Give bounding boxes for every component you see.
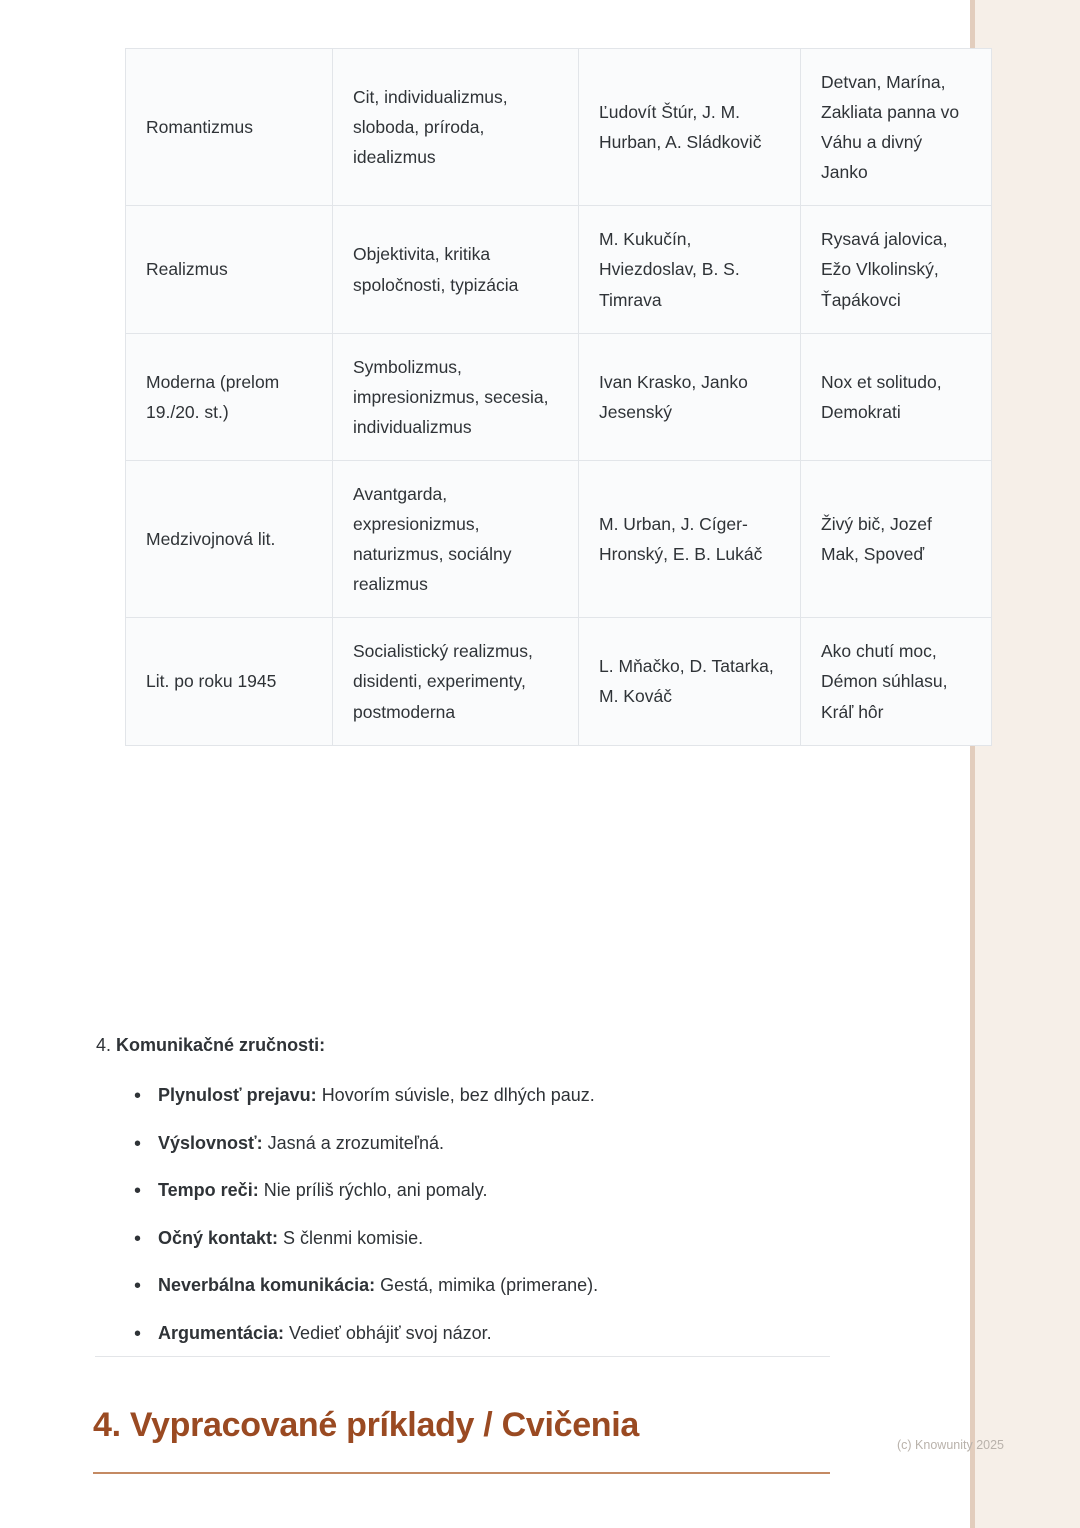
bullet-label: Neverbálna komunikácia: <box>158 1275 376 1295</box>
bullet-text: Gestá, mimika (primerane). <box>380 1275 599 1295</box>
bullet-text: S členmi komisie. <box>283 1227 424 1248</box>
bullet-label: Výslovnosť: <box>158 1132 263 1153</box>
literature-periods-table <box>125 48 992 746</box>
bullet-label: Tempo reči: <box>158 1180 259 1200</box>
literature-periods-table-wrapper <box>125 48 960 746</box>
list-item <box>122 1225 882 1252</box>
bullet-label: Očný kontakt: <box>158 1227 279 1248</box>
page-title: 4. Vypracované príklady / Cvičenia <box>93 1406 640 1444</box>
cell-authors: M. Kukučín, Hviezdoslav, B. S. Timrava <box>579 206 801 333</box>
cell-features: Symbolizmus, impresionizmus, secesia, individualizmus <box>333 333 579 460</box>
table-row <box>126 206 992 333</box>
cell-authors: M. Urban, J. Cíger-Hronský, E. B. Lukáč <box>579 460 801 617</box>
section-heading-rule <box>93 1472 830 1474</box>
list-item <box>122 1272 882 1299</box>
cell-period: Moderna (prelom 19./20. st.) <box>126 333 333 460</box>
cell-works: Nox et solitudo, Demokrati <box>801 333 992 460</box>
cell-works: Detvan, Marína, Zakliata panna vo Váhu a divný Janko <box>801 49 992 206</box>
cell-authors: Ivan Krasko, Janko Jesenský <box>579 333 801 460</box>
bullet-text: Jasná a zrozumiteľná. <box>267 1132 445 1153</box>
cell-works: Ako chutí moc, Démon súhlasu, Kráľ hôr <box>801 618 992 745</box>
bullet-text: Vedieť obhájiť svoj názor. <box>289 1322 492 1343</box>
cell-features: Avantgarda, expresionizmus, naturizmus, sociálny realizmus <box>333 460 579 617</box>
cell-works: Rysavá jalovica, Ežo Vlkolinský, Ťapákovci <box>801 206 992 333</box>
bullet-text: Nie príliš rýchlo, ani pomaly. <box>263 1180 488 1200</box>
section-divider <box>95 1356 830 1357</box>
cell-features: Cit, individualizmus, sloboda, príroda, idealizmus <box>333 49 579 206</box>
list-item <box>122 1082 882 1109</box>
cell-features: Objektivita, kritika spoločnosti, typizácia <box>333 206 579 333</box>
table-row <box>126 333 992 460</box>
list-number: 4. <box>96 1035 112 1055</box>
numbered-list-item <box>96 1032 325 1059</box>
communication-skills-list <box>122 1082 882 1367</box>
cell-period: Lit. po roku 1945 <box>126 618 333 745</box>
cell-authors: Ľudovít Štúr, J. M. Hurban, A. Sládkovič <box>579 49 801 206</box>
list-item-title: Komunikačné zručnosti: <box>116 1035 326 1055</box>
bullet-text: Hovorím súvisle, bez dlhých pauz. <box>321 1085 595 1105</box>
table-row <box>126 618 992 745</box>
cell-period: Romantizmus <box>126 49 333 206</box>
list-item <box>122 1130 882 1157</box>
table-row <box>126 460 992 617</box>
cell-period: Medzivojnová lit. <box>126 460 333 617</box>
cell-works: Živý bič, Jozef Mak, Spoveď <box>801 460 992 617</box>
bullet-label: Plynulosť prejavu: <box>158 1085 317 1105</box>
list-item <box>122 1320 882 1347</box>
watermark: (c) Knowunity 2025 <box>897 1438 1005 1452</box>
cell-period: Realizmus <box>126 206 333 333</box>
cell-authors: L. Mňačko, D. Tatarka, M. Kováč <box>579 618 801 745</box>
cell-features: Socialistický realizmus, disidenti, experimenty, postmoderna <box>333 618 579 745</box>
list-item <box>122 1177 882 1204</box>
bullet-label: Argumentácia: <box>158 1322 285 1343</box>
table-row <box>126 49 992 206</box>
